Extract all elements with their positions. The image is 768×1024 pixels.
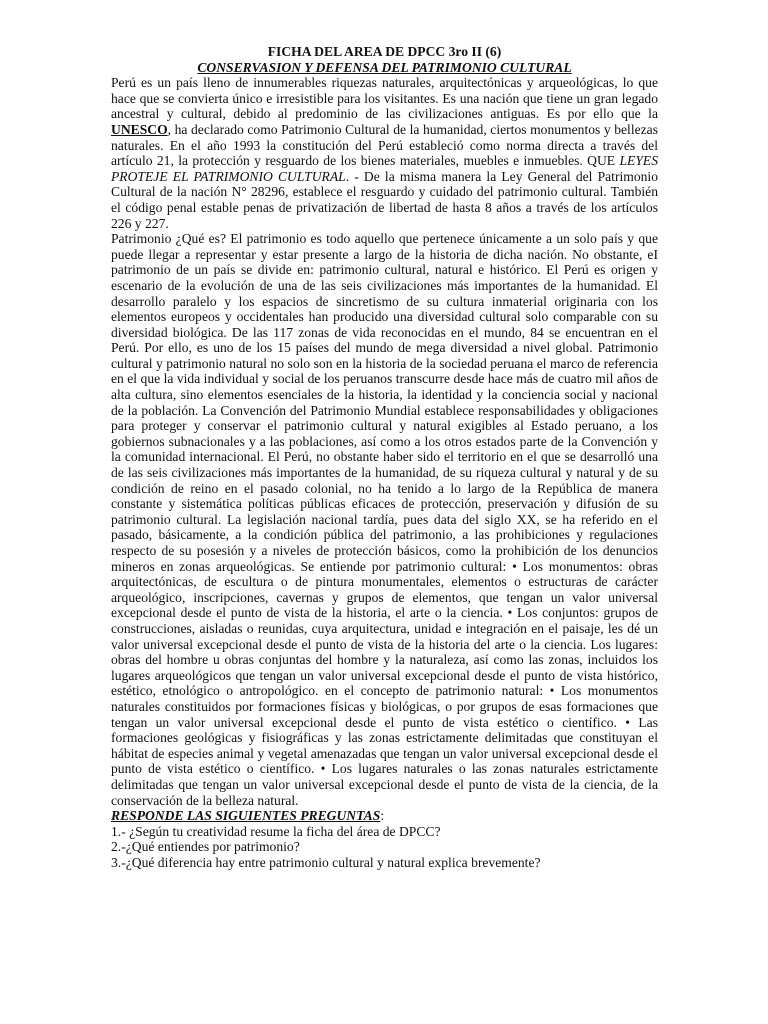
question-2: 2.-¿Qué entiendes por patrimonio? bbox=[111, 839, 300, 855]
questions-heading bbox=[111, 808, 658, 824]
intro-text-2: , ha declarado como Patrimonio Cultural de la humanidad, ciertos monumentos y bellezas naturales. En el año 1993 la constitución del Perú estableció como norma directa a través del artículo 21, la protección y resguardo de los bienes materiales, muebles e inmuebles. QUE bbox=[111, 121, 658, 169]
question-1: 1.- ¿Según tu creatividad resume la ficha del área de DPCC? bbox=[111, 823, 441, 839]
intro-paragraph bbox=[111, 75, 658, 231]
body-paragraph: Patrimonio ¿Qué es? El patrimonio es todo aquello que pertenece únicamente a un solo país y que puede llegar a representar y estar presente a largo de la historia de dicha nación. No obstante, eI patrimonio de un país se divide en: patrimonio cultural, natural e histórico. El Perú es origen y escenario de la evolución de una de las seis civilizaciones más importantes de la humanidad. El desarrollo paralelo y los espacios de sincretismo de su cultura inmaterial originaria con los elementos europeos y occidentales han producido una diversidad cultural solo comparable con su diversidad biológica. De las 117 zonas de vida reconocidas en el mundo, 84 se encuentran en el Perú. Por ello, es uno de los 15 países del mundo de mega diversidad a nivel global. Patrimonio cultural y patrimonio natural no solo son en la historia de la sociedad peruana el marco de referencia en el que la vida individual y social de los peruanos transcurre desde hace más de cuatro mil años de alta cultura, sino elementos esenciales de la historia, la identidad y la conciencia social y nacional de la población. La Convención del Patrimonio Mundial establece responsabilidades y obligaciones para proteger y conservar el patrimonio cultural y natural exigibles al Estado peruano, a los gobiernos subnacionales y a las poblaciones, así como a los otros estados parte de la Convención y la comunidad internacional. El Perú, no obstante haber sido el territorio en el que se desarrolló una de las seis civilizaciones más importantes de la humanidad, de su riqueza cultural y natural y de su condición de reino en el pasado colonial, no ha tenido a lo largo de la República de manera constante y sistemática políticas públicas eficaces de protección, preservación y difusión de su patrimonio cultural. La legislación nacional tardía, pues data del siglo XX, se ha referido en el pasado, básicamente, a la condición pública del patrimonio, a las prohibiciones y regulaciones respecto de su posesión y a niveles de protección básicos, como la prohibición de los denuncios mineros en zonas arqueológicas. Se entiende por patrimonio cultural: • Los monumentos: obras arquitectónicas, de escultura o de pintura monumentales, elementos o estructuras de carácter arqueológico, inscripciones, cavernas y grupos de elementos, que tengan un valor universal excepcional desde el punto de vista de la historia, el arte o la ciencia. • Los conjuntos: grupos de construcciones, aisladas o reunidas, cuya arquitectura, unidad e integración en el paisaje, les dé un valor universal excepcional desde el punto de vista de la historia del arte o la ciencia. Los lugares: obras del hombre u obras conjuntas del hombre y la naturaleza, así como las zonas, incluidos los lugares arqueológicos que tengan un valor universal excepcional desde el punto de vista histórico, estético, etnológico o antropológico. en el concepto de patrimonio natural: • Los monumentos naturales constituidos por formaciones físicas y biológicas, o por grupos de esas formaciones que tengan un valor universal excepcional desde el punto de vista estético o científico. • Las formaciones geológicas y fisiográficas y las zonas estrictamente delimitadas que constituyan el hábitat de especies animal y vegetal amenazadas que tengan un valor universal excepcional desde el punto de vista estético o científico. • Los lugares naturales o las zonas naturales estrictamente delimitadas que tengan un valor universal excepcional desde el punto de vista de la ciencia, de la conservación de la belleza natural. bbox=[111, 231, 658, 808]
document-title: FICHA DEL AREA DE DPCC 3ro II (6) bbox=[267, 44, 502, 59]
unesco-text: UNESCO bbox=[111, 121, 168, 137]
intro-text-3: . - De la misma manera la Ley General del Patrimonio Cultural de la nación N° 28296, establece el resguardo y cuidado del patrimonio cultural. También el código penal estable penas de privatización de libertad de hasta 8 años a través de los artículos 226 y 227. bbox=[111, 168, 658, 231]
questions-heading-colon: : bbox=[380, 808, 385, 824]
questions-heading-text: RESPONDE LAS SIGUIENTES PREGUNTAS bbox=[111, 808, 381, 824]
question-3: 3.-¿Qué diferencia hay entre patrimonio cultural y natural explica brevemente? bbox=[111, 854, 541, 870]
document-subtitle: CONSERVASION Y DEFENSA DEL PATRIMONIO CULTURAL bbox=[197, 59, 572, 75]
document-page bbox=[111, 44, 658, 870]
law-italic-text: LEYES PROTEJE EL PATRIMONIO CULTURAL bbox=[111, 153, 658, 184]
intro-text-1: Perú es un país lleno de innumerables riquezas naturales, arquitectónicas y arqueológicas, lo que hace que se convierta único e irresistible para los visitantes. Es una nación que tiene un gran legado ancestral y cultural, debido al predominio de las civilizaciones antiguas. Es por ello que la bbox=[111, 75, 658, 122]
